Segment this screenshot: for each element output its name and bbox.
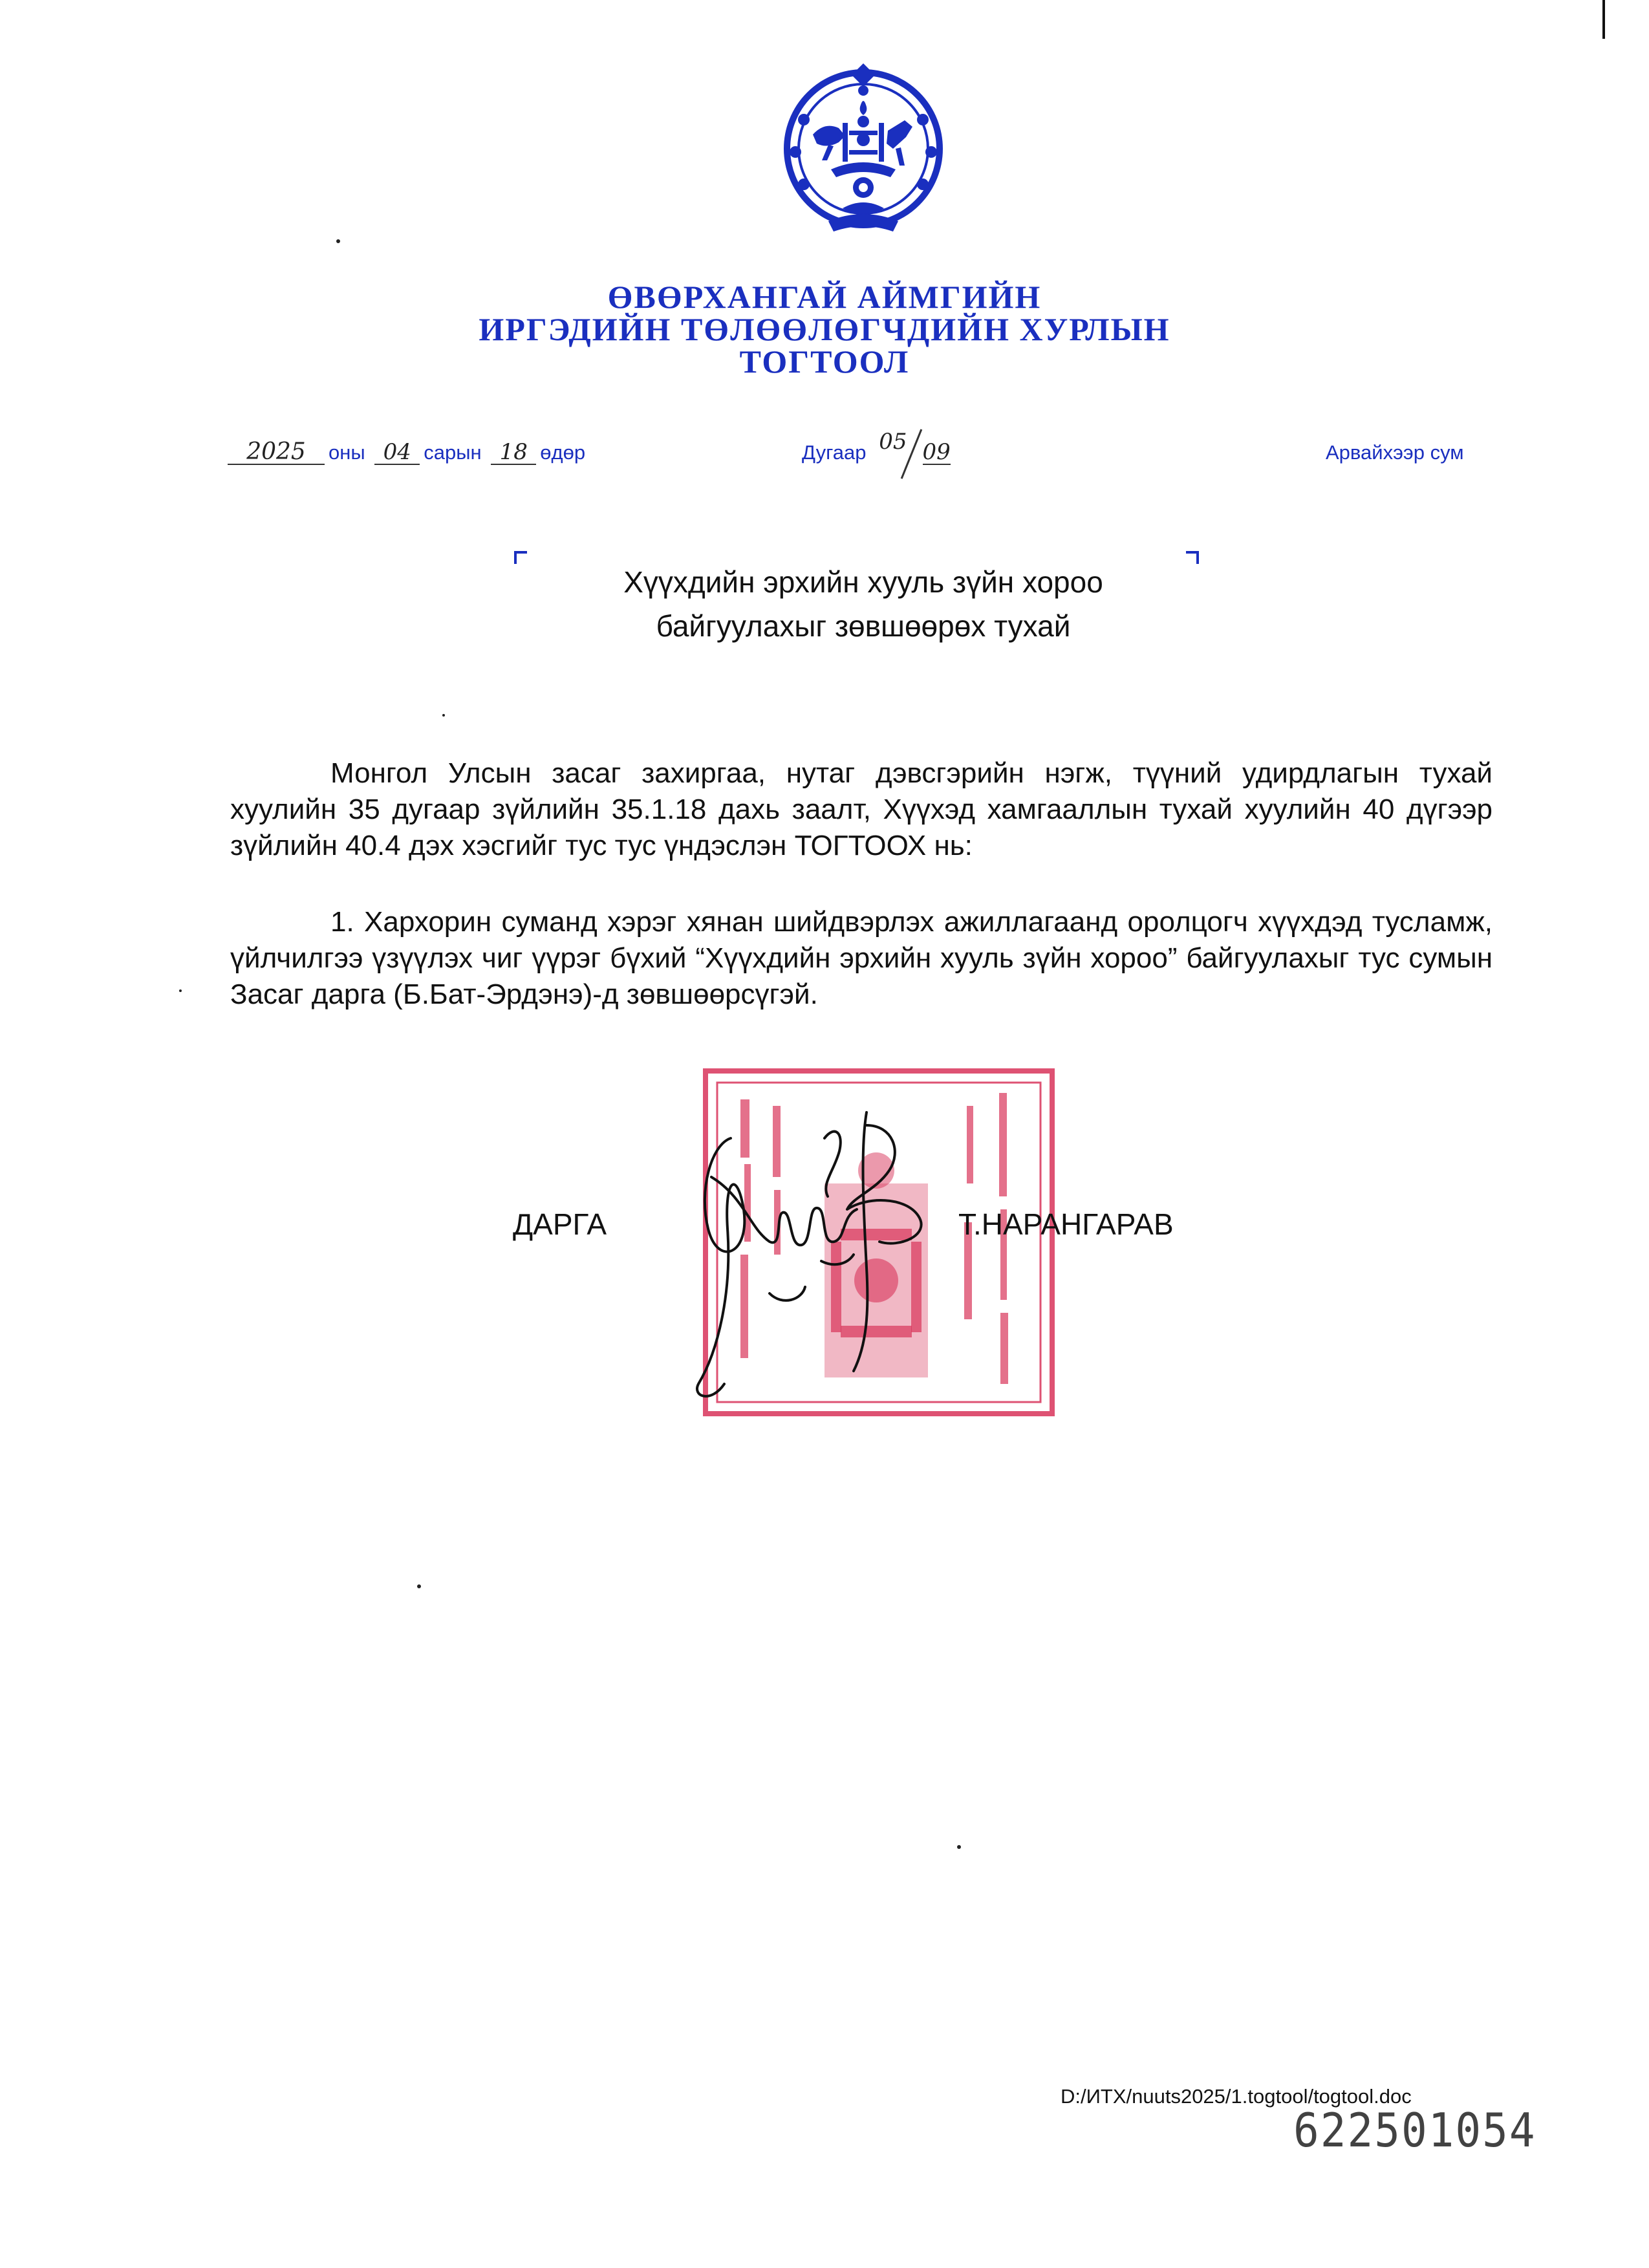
org-title-line2: ИРГЭДИЙН ТӨЛӨӨЛӨГЧДИЙН ХУРЛЫН: [479, 311, 1170, 347]
date-year-label: оны: [329, 441, 365, 464]
date-month-label: сарын: [424, 441, 482, 464]
date-day-label: өдөр: [540, 441, 586, 464]
scan-speck: [179, 989, 182, 992]
body-paragraph-1: Монгол Улсын засаг захиргаа, нутаг дэвсгэрийн нэгж, түүний удирдлагын тухай хуулийн 35 дугаар зүйлийн 35.1.18 дахь заалт, Хүүхэд хамгааллын тухай хуулийн 40 дүгээр зүйлийн 40.4 дэх хэсгийг тус тус үндэслэн ТОГТООХ нь:: [230, 757, 1493, 861]
body-paragraph-2: 1. Хархорин суманд хэрэг хянан шийдвэрлэх ажиллагаанд оролцогч хүүхдэд тусламж, үйлчилгээ үзүүлэх чиг үүрэг бүхий “Хүүхдийн эрхийн хууль зүйн хороо” байгуулахыг тус сумын Засаг дарга (Б.Бат-Эрдэнэ)-д зөвшөөрсүгэй.: [230, 906, 1493, 1010]
org-title-line1: ӨВӨРХАНГАЙ АЙМГИЙН: [607, 279, 1042, 315]
document-date: [224, 440, 585, 466]
subject-bracket-left: [514, 551, 527, 564]
scan-speck: [417, 1584, 421, 1588]
document-place: Арвайхээр сум: [1326, 441, 1464, 464]
file-path: D:/ИТХ/nuuts2025/1.togtool/togtool.doc: [1061, 2085, 1412, 2108]
number-value: [867, 429, 964, 465]
scan-speck: [442, 714, 445, 717]
subject-bracket-right: [1186, 551, 1199, 564]
number-label: Дугаар: [802, 441, 867, 464]
state-emblem-icon: [766, 58, 960, 252]
subject-line1: Хүүхдийн эрхийн хууль зүйн хороо: [623, 565, 1103, 599]
scan-edge-mark: [1602, 0, 1605, 39]
subject-line2: байгуулахыг зөвшөөрөх тухай: [656, 609, 1071, 643]
signature-icon: [673, 1099, 944, 1410]
scan-code: 622501054: [1293, 2103, 1536, 2158]
scan-speck: [336, 239, 340, 243]
signatory-name: Т.НАРАНГАРАВ: [958, 1207, 1174, 1241]
date-month: 04: [374, 440, 420, 465]
number-part-a: 05: [879, 429, 907, 455]
date-year: 2025: [228, 440, 325, 465]
document-type: ТОГТООЛ: [739, 343, 910, 380]
scan-speck: [957, 1845, 961, 1849]
signatory-role: ДАРГА: [513, 1207, 607, 1241]
number-part-b: 09: [922, 439, 951, 465]
date-day: 18: [491, 440, 536, 465]
document-number: [802, 429, 964, 466]
